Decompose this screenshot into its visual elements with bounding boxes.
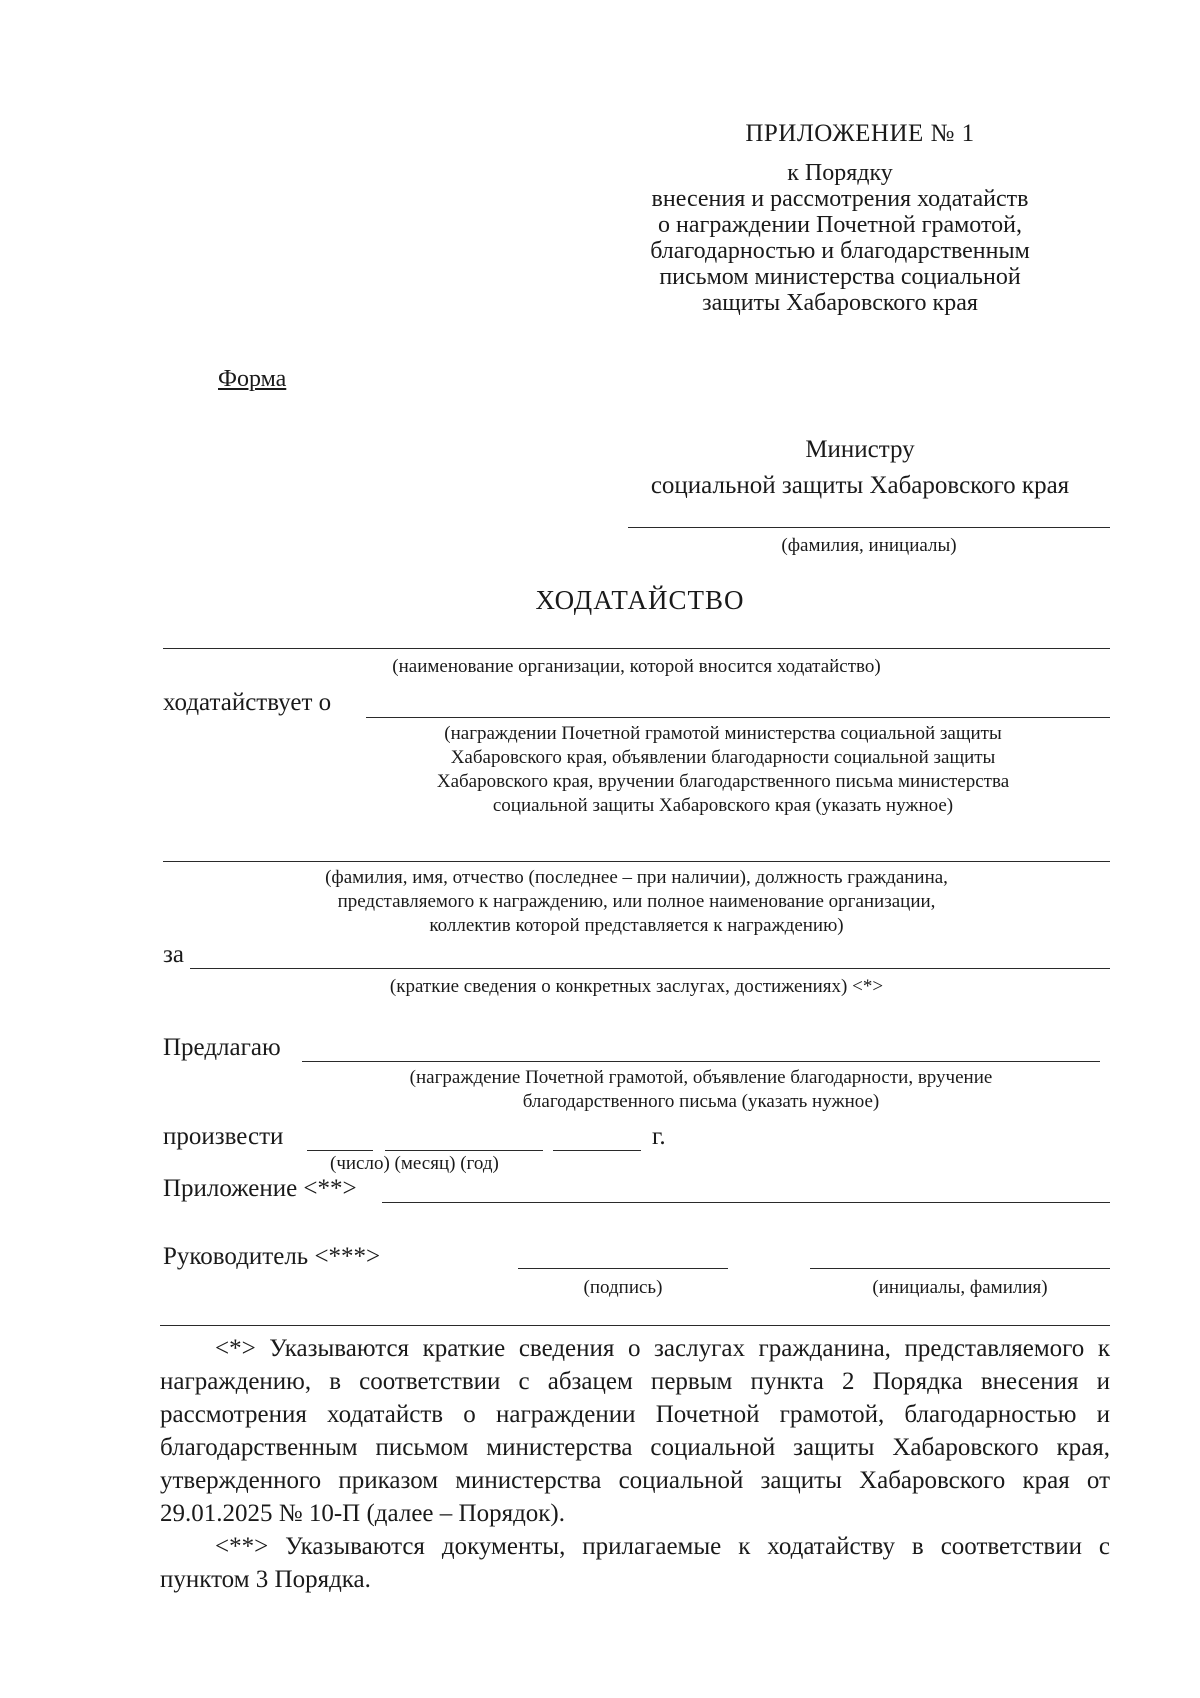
award-caption-line: (награждении Почетной грамотой министерства социальной защиты	[444, 723, 1002, 744]
propose-line	[302, 1061, 1100, 1062]
appendix-title: ПРИЛОЖЕНИЕ № 1	[745, 120, 975, 147]
footnotes	[160, 1332, 1110, 1596]
form-label: Форма	[218, 366, 287, 392]
appendix-line: внесения и рассмотрения ходатайств	[651, 186, 1029, 212]
merit-line	[190, 968, 1110, 969]
appendix-line: о награждении Почетной грамотой,	[658, 212, 1022, 238]
document-title: ХОДАТАЙСТВО	[535, 585, 745, 615]
addressee-caption: (фамилия, инициалы)	[781, 535, 957, 556]
attachment-line	[382, 1202, 1110, 1203]
date-caption: (число) (месяц) (год)	[330, 1153, 499, 1174]
date-year-line	[553, 1150, 641, 1151]
award-caption-line: Хабаровского края, вручении благодарственного письма министерства	[436, 771, 1010, 792]
merit-caption: (краткие сведения о конкретных заслугах, достижениях) <*>	[389, 976, 884, 997]
date-day-line	[307, 1150, 373, 1151]
organization-line	[163, 648, 1110, 649]
award-type-line	[366, 717, 1110, 718]
head-label: Руководитель <***>	[163, 1243, 381, 1270]
addressee-block	[610, 432, 1110, 504]
award-caption	[336, 722, 1110, 818]
person-caption	[163, 866, 1110, 938]
appendix-line: письмом министерства социальной	[659, 264, 1021, 290]
year-suffix: г.	[652, 1123, 666, 1150]
perform-label: произвести	[163, 1123, 284, 1150]
date-month-line	[385, 1150, 543, 1151]
person-caption-line: (фамилия, имя, отчество (последнее – при наличии), должность гражданина,	[325, 867, 948, 888]
person-line	[163, 861, 1110, 862]
person-caption-line: коллектив которой представляется к награждению)	[429, 915, 844, 936]
addressee-line-1: Министру	[805, 436, 915, 463]
initials-line	[810, 1268, 1110, 1269]
appendix-line: благодарностью и благодарственным	[650, 238, 1030, 264]
appendix-subtitle	[620, 160, 1060, 316]
award-caption-line: социальной защиты Хабаровского края (указать нужное)	[492, 795, 954, 816]
award-caption-line: Хабаровского края, объявлении благодарности социальной защиты	[450, 747, 996, 768]
footnote: <**> Указываются документы, прилагаемые к ходатайству в соответствии с пунктом 3 Порядка.	[160, 1533, 1110, 1593]
organization-caption: (наименование организации, которой вносится ходатайство)	[392, 656, 881, 677]
person-caption-line: представляемого к награждению, или полное наименование организации,	[337, 891, 936, 912]
propose-caption-line: (награждение Почетной грамотой, объявление благодарности, вручение	[409, 1067, 993, 1088]
footnote-separator	[160, 1325, 1110, 1326]
propose-caption-line: благодарственного письма (указать нужное)	[522, 1091, 880, 1112]
signature-line	[518, 1268, 728, 1269]
initials-caption: (инициалы, фамилия)	[872, 1277, 1048, 1298]
for-label: за	[163, 941, 184, 968]
petition-label: ходатайствует о	[163, 689, 332, 716]
addressee-line-2: социальной защиты Хабаровского края	[650, 472, 1070, 499]
addressee-name-line	[628, 527, 1110, 528]
appendix-line: к Порядку	[787, 160, 893, 186]
attachment-label: Приложение <**>	[163, 1175, 357, 1202]
signature-caption: (подпись)	[583, 1277, 663, 1298]
appendix-line: защиты Хабаровского края	[702, 290, 978, 316]
footnote: <*> Указываются краткие сведения о заслугах гражданина, представляемого к награждению, в соответствии с абзацем первым пункта 2 Порядка внесения и рассмотрения ходатайств о награждении Почетной грамотой, благодарностью и благодарственным письмом министерства социальной защиты Хабаровского края, утвержденного приказом министерства социальной защиты Хабаровского края от 29.01.2025 № 10-П (далее – Порядок).	[160, 1335, 1110, 1527]
propose-label: Предлагаю	[163, 1034, 281, 1061]
propose-caption	[302, 1066, 1100, 1114]
